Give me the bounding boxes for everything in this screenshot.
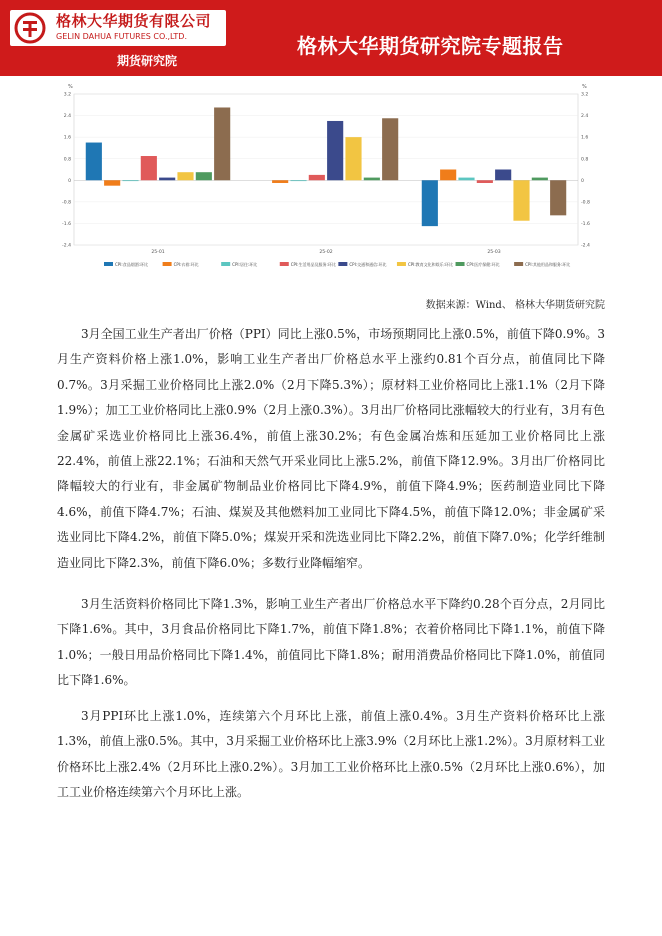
y-tick-label-right: -0.8 (581, 200, 590, 206)
y-tick-label-left: -0.8 (62, 200, 71, 206)
x-tick-label: 25-03 (487, 250, 501, 255)
cpi-mom-bar-chart (58, 80, 606, 274)
bar (272, 180, 288, 183)
y-tick-label-right: 1.6 (581, 135, 589, 141)
legend-swatch (397, 262, 406, 266)
bar (440, 170, 456, 181)
x-tick-label: 25-01 (151, 250, 165, 255)
company-logo (10, 10, 226, 46)
company-name-en: GELIN DAHUA FUTURES CO.,LTD. (56, 32, 187, 41)
bar (477, 180, 493, 183)
legend-swatch (456, 262, 465, 266)
x-tick-label: 25-02 (319, 250, 333, 255)
bar (550, 180, 566, 215)
legend-swatch (163, 262, 172, 266)
bar (177, 172, 193, 180)
y-tick-label-right: 0.8 (581, 157, 589, 163)
y-tick-label-right: -2.4 (581, 243, 590, 249)
legend-label: CPI:食品烟酒:环比 (115, 262, 149, 267)
report-title: 格林大华期货研究院专题报告 (297, 34, 564, 58)
bar (458, 178, 474, 181)
legend-label: CPI:教育文化和娱乐:环比 (407, 262, 454, 267)
y-tick-label-right: 3.2 (581, 92, 589, 98)
legend-label: CPI:医疗保健:环比 (466, 262, 500, 267)
company-name-cn: 格林大华期货有限公司 (56, 12, 212, 30)
legend-label: CPI:其他用品和服务:环比 (525, 262, 571, 267)
y-tick-label-left: -2.4 (62, 243, 71, 249)
bar (214, 107, 230, 180)
bar (422, 180, 438, 226)
y-axis-label-right: % (582, 84, 587, 90)
y-tick-label-left: -1.6 (62, 222, 71, 228)
legend-label: CPI:居住:环比 (232, 262, 258, 267)
legend-label: CPI:交通和通信:环比 (349, 262, 387, 267)
bar (327, 121, 343, 180)
y-tick-label-left: 0.8 (63, 157, 71, 163)
bar (141, 156, 157, 180)
paragraph-ppi-yoy: 3月全国工业生产者出厂价格（PPI）同比上涨0.5%，市场预期同比上涨0.5%，前值下降0.9%。3月生产资料价格上涨1.0%，影响工业生产者出厂价格总水平上涨约0.81个百分点，前值同比下降0.7%。3月采掘工业价格同比上涨2.0%（2月下降5.3%）；原材料工业价格同比上涨1.1%（2月下降1.9%）；加工工业价格同比上涨0.9%（2月上涨0.3%）。3月出厂价格同比涨幅较大的行业有，3月有色金属矿采选业价格同比上涨36.4%，前值上涨30.2%；有色金属冶炼和压延加工业价格同比上涨22.4%，前值上涨22.1%；石油和天然气开采业同比上涨5.2%，前值下降12.9%。3月出厂价格同比降幅较大的行业有，非金属矿物制品业价格同比下降4.9%，前值下降4.9%；医药制造业同比下降4.6%，前值下降4.7%；石油、煤炭及其他燃料加工业同比下降4.5%，前值下降12.0%；非金属矿采选业同比下降4.2%，前值下降5.0%；煤炭开采和洗选业同比下降2.2%，前值下降7.0%；化学纤维制造业同比下降2.3%，前值下降6.0%；多数行业降幅缩窄。 (57, 327, 605, 570)
y-tick-label-right: 0 (581, 178, 584, 184)
legend-swatch (104, 262, 113, 266)
bar (364, 178, 380, 181)
data-source: 数据来源：Wind、 格林大华期货研究院 (425, 300, 605, 311)
bar (290, 180, 306, 181)
bar (122, 180, 138, 181)
y-tick-label-left: 0 (68, 178, 71, 184)
bar (495, 170, 511, 181)
bar (309, 175, 325, 180)
y-tick-label-left: 3.2 (63, 92, 71, 98)
y-tick-label-right: -1.6 (581, 222, 590, 228)
y-axis-label-left: % (68, 84, 73, 90)
y-tick-label-left: 1.6 (63, 135, 71, 141)
report-header (0, 0, 662, 76)
y-tick-label-left: 2.4 (63, 114, 71, 120)
bar (196, 172, 212, 180)
bar (513, 180, 529, 220)
legend-label: CPI:衣着:环比 (173, 262, 199, 267)
bar (86, 143, 102, 181)
legend-swatch (514, 262, 523, 266)
paragraph-ppi-mom: 3月PPI环比上涨1.0%，连续第六个月环比上涨，前值上涨0.4%。3月生产资料价格环比上涨1.3%，前值上涨0.5%。其中，3月采掘工业价格环比上涨3.9%（2月环比上涨1.2%）。3月原材料工业价格环比上涨2.4%（2月环比上涨0.2%）。3月加工工业价格环比上涨0.5%（2月环比上涨0.6%），加工工业价格连续第六个月环比上涨。 (57, 709, 605, 800)
header-subtitle: 期货研究院 (117, 54, 178, 68)
paragraph-living-materials: 3月生活资料价格同比下降1.3%，影响工业生产者出厂价格总水平下降约0.28个百分点，2月同比下降1.6%。其中，3月食品价格同比下降1.7%，前值下降1.8%；衣着价格同比下降1.1%，前值下降1.0%；一般日用品价格同比下降1.4%，前值同比下降1.8%；耐用消费品价格同比下降1.0%，前值同比下降1.6%。 (57, 597, 605, 688)
bar (382, 118, 398, 180)
bar (532, 178, 548, 181)
bar (159, 178, 175, 181)
company-logo-icon (14, 12, 46, 44)
bar (345, 137, 361, 180)
bar (104, 180, 120, 185)
legend-swatch (280, 262, 289, 266)
y-tick-label-right: 2.4 (581, 114, 589, 120)
legend-label: CPI:生活用品及服务:环比 (290, 262, 336, 267)
legend-swatch (221, 262, 230, 266)
legend-swatch (338, 262, 347, 266)
